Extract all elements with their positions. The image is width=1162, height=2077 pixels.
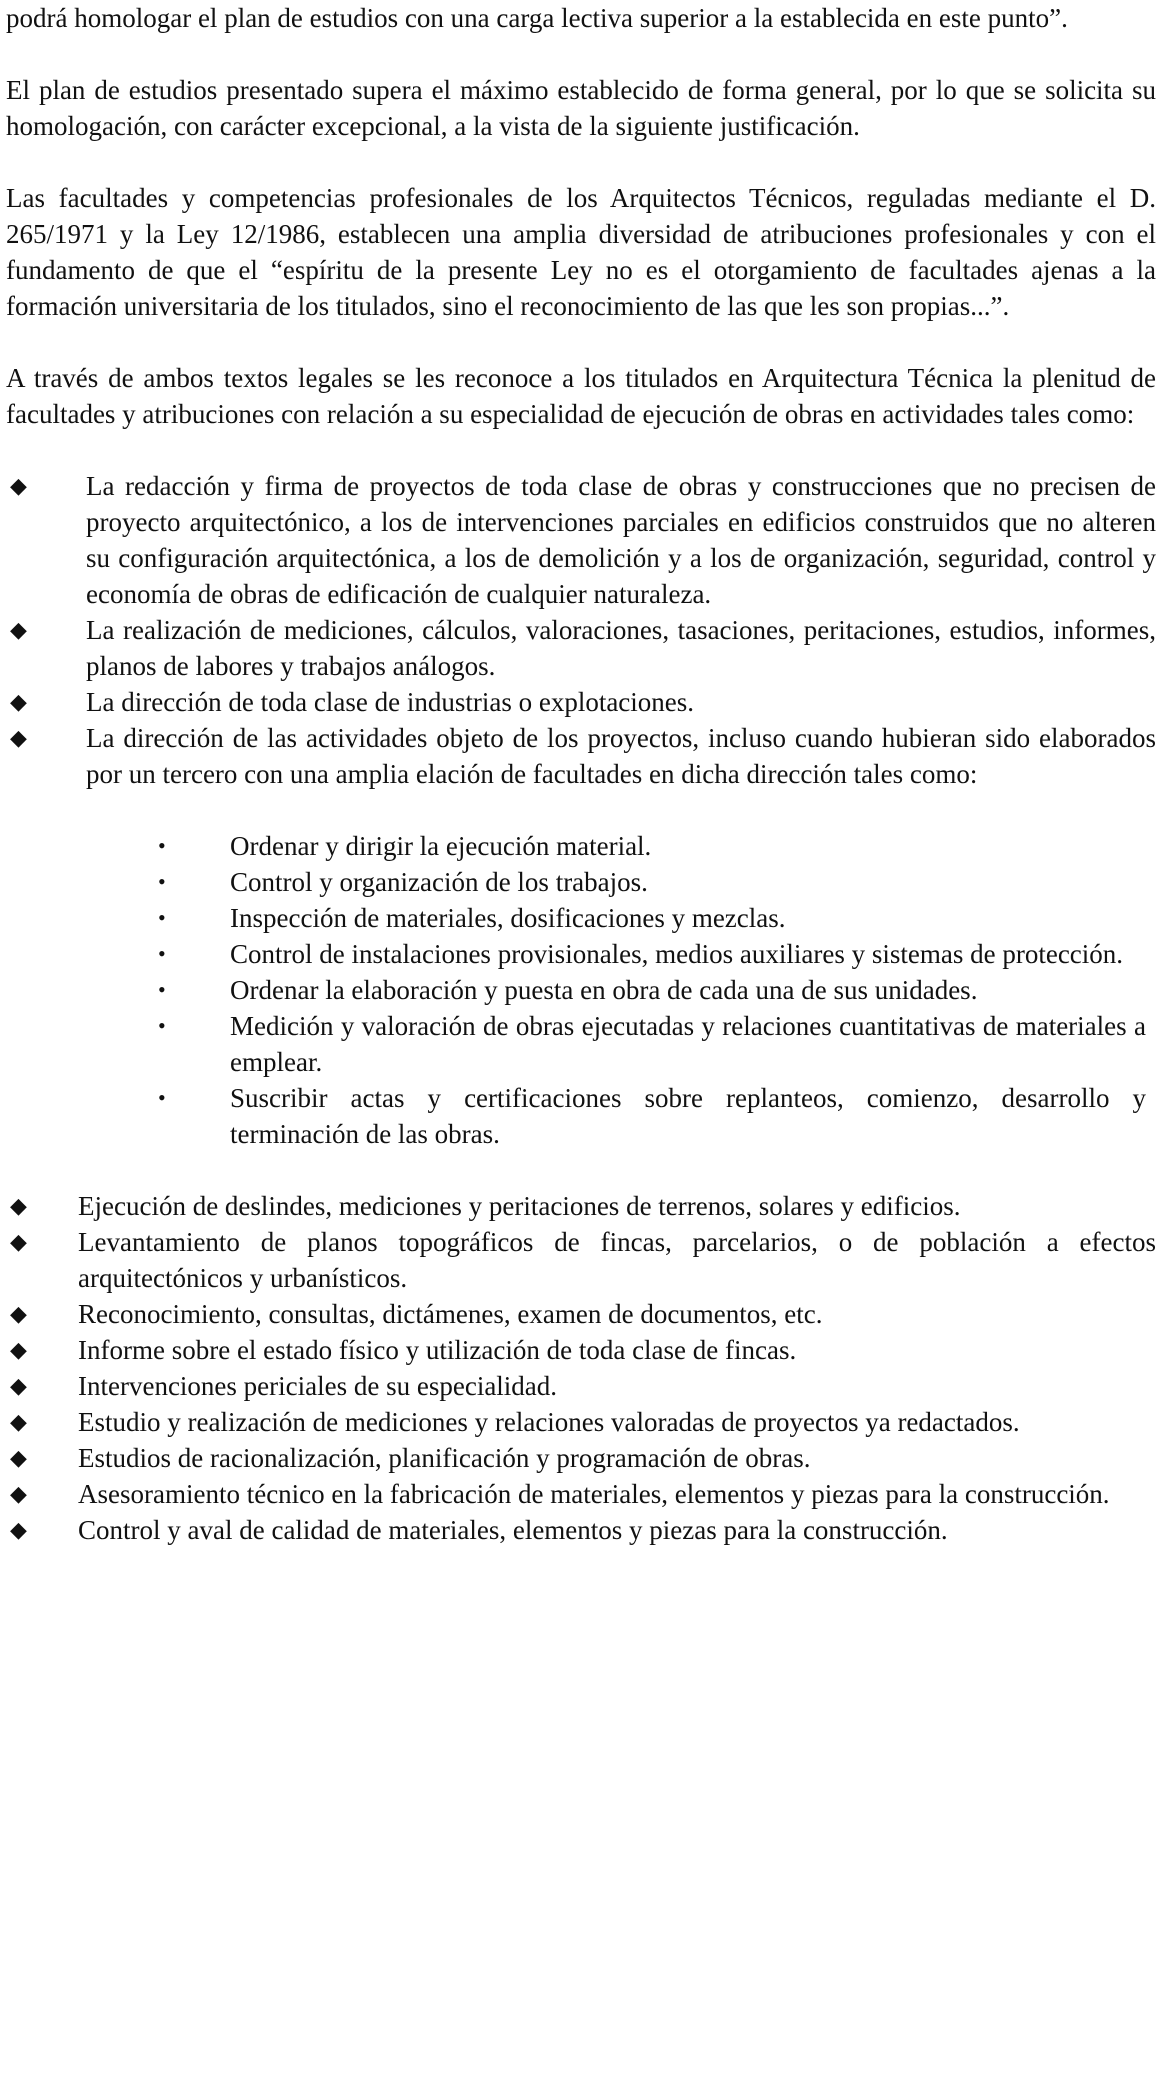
list-item: [6, 1188, 1156, 1224]
dot-bullet-icon: •: [158, 1013, 166, 1038]
diamond-bullet-icon: ◆: [10, 1193, 27, 1218]
list-item: [6, 684, 1156, 720]
otras-atribuciones-list: [6, 1188, 1156, 1548]
diamond-bullet-icon: ◆: [10, 1337, 27, 1362]
list-item: [6, 864, 1156, 900]
list-item-text: Ordenar la elaboración y puesta en obra de cada una de sus unidades.: [230, 975, 978, 1005]
paragraph-justification: El plan de estudios presentado supera el máximo establecido de forma general, por lo que se solicita su homologación, con carácter excepcional, a la vista de la siguiente justificación.: [6, 75, 1156, 141]
paragraph-competencias: Las facultades y competencias profesionales de los Arquitectos Técnicos, reguladas mediante el D. 265/1971 y la Ley 12/1986, establecen una amplia diversidad de atribuciones profesionales y con el fundamento de que el “espíritu de la presente Ley no es el otorgamiento de facultades ajenas a la formación universitaria de los titulados, sino el reconocimiento de las que les son propias...”.: [6, 183, 1156, 321]
list-item: [6, 1368, 1156, 1404]
diamond-bullet-icon: ◆: [10, 1229, 27, 1254]
list-item: [6, 1008, 1156, 1080]
list-item-text: La dirección de toda clase de industrias o explotaciones.: [86, 687, 695, 717]
list-item: [6, 900, 1156, 936]
dot-bullet-icon: •: [158, 869, 166, 894]
diamond-bullet-icon: ◆: [10, 473, 27, 498]
diamond-bullet-icon: ◆: [10, 1517, 27, 1542]
list-item: [6, 1296, 1156, 1332]
list-item-text: Inspección de materiales, dosificaciones y mezclas.: [230, 903, 786, 933]
diamond-bullet-icon: ◆: [10, 1373, 27, 1398]
dot-bullet-icon: •: [158, 833, 166, 858]
diamond-bullet-icon: ◆: [10, 689, 27, 714]
list-item: [6, 468, 1156, 612]
list-item: [6, 1224, 1156, 1296]
list-item-text: Informe sobre el estado físico y utilización de toda clase de fincas.: [78, 1335, 797, 1365]
list-item-text: Control y aval de calidad de materiales, elementos y piezas para la construcción.: [78, 1515, 948, 1545]
diamond-bullet-icon: ◆: [10, 1409, 27, 1434]
list-item: [6, 1512, 1156, 1548]
list-item: [6, 972, 1156, 1008]
list-item-text: Suscribir actas y certificaciones sobre replanteos, comienzo, desarrollo y terminación de las obras.: [230, 1083, 1146, 1149]
list-item: [6, 1404, 1156, 1440]
list-item-text: La dirección de las actividades objeto de los proyectos, incluso cuando hubieran sido elaborados por un tercero con una amplia elación de facultades en dicha dirección tales como:: [86, 723, 1156, 789]
list-item: [6, 828, 1156, 864]
paragraph-textos-legales: A través de ambos textos legales se les reconoce a los titulados en Arquitectura Técnica la plenitud de facultades y atribuciones con relación a su especialidad de ejecución de obras en actividades tales como:: [6, 363, 1156, 429]
list-item-text: Reconocimiento, consultas, dictámenes, examen de documentos, etc.: [78, 1299, 823, 1329]
list-item-text: Ordenar y dirigir la ejecución material.: [230, 831, 652, 861]
list-item-text: La redacción y firma de proyectos de toda clase de obras y construcciones que no precisen de proyecto arquitectónico, a los de intervenciones parciales en edificios construidos que no alteren su configuración arquitectónica, a los de demolición y a los de organización, seguridad, control y economía de obras de edificación de cualquier naturaleza.: [86, 471, 1156, 609]
list-item-text: Asesoramiento técnico en la fabricación de materiales, elementos y piezas para la construcción.: [78, 1479, 1110, 1509]
list-item: [6, 1332, 1156, 1368]
list-item-text: Control y organización de los trabajos.: [230, 867, 648, 897]
dot-bullet-icon: •: [158, 977, 166, 1002]
list-item: [6, 612, 1156, 684]
list-item: [6, 1440, 1156, 1476]
diamond-bullet-icon: ◆: [10, 617, 27, 642]
list-item-text: Ejecución de deslindes, mediciones y peritaciones de terrenos, solares y edificios.: [78, 1191, 961, 1221]
list-item: [6, 1476, 1156, 1512]
list-item-text: Medición y valoración de obras ejecutadas y relaciones cuantitativas de materiales a emplear.: [230, 1011, 1146, 1077]
list-item-text: Estudio y realización de mediciones y relaciones valoradas de proyectos ya redactados.: [78, 1407, 1020, 1437]
dot-bullet-icon: •: [158, 905, 166, 930]
list-item-text: Intervenciones periciales de su especialidad.: [78, 1371, 558, 1401]
dot-bullet-icon: •: [158, 941, 166, 966]
diamond-bullet-icon: ◆: [10, 1481, 27, 1506]
list-item: [6, 936, 1156, 972]
direccion-facultades-list: [6, 828, 1156, 1152]
dot-bullet-icon: •: [158, 1085, 166, 1110]
atribuciones-list: [6, 468, 1156, 792]
list-item-text: La realización de mediciones, cálculos, valoraciones, tasaciones, peritaciones, estudios, informes, planos de labores y trabajos análogos.: [86, 615, 1156, 681]
list-item-text: Estudios de racionalización, planificación y programación de obras.: [78, 1443, 811, 1473]
list-item-text: Control de instalaciones provisionales, medios auxiliares y sistemas de protección.: [230, 939, 1124, 969]
diamond-bullet-icon: ◆: [10, 1301, 27, 1326]
paragraph-continuation: podrá homologar el plan de estudios con una carga lectiva superior a la establecida en este punto”.: [6, 3, 1068, 33]
list-item: [6, 720, 1156, 792]
diamond-bullet-icon: ◆: [10, 725, 27, 750]
list-item: [6, 1080, 1156, 1152]
list-item-text: Levantamiento de planos topográficos de fincas, parcelarios, o de población a efectos arquitectónicos y urbanísticos.: [78, 1227, 1156, 1293]
diamond-bullet-icon: ◆: [10, 1445, 27, 1470]
